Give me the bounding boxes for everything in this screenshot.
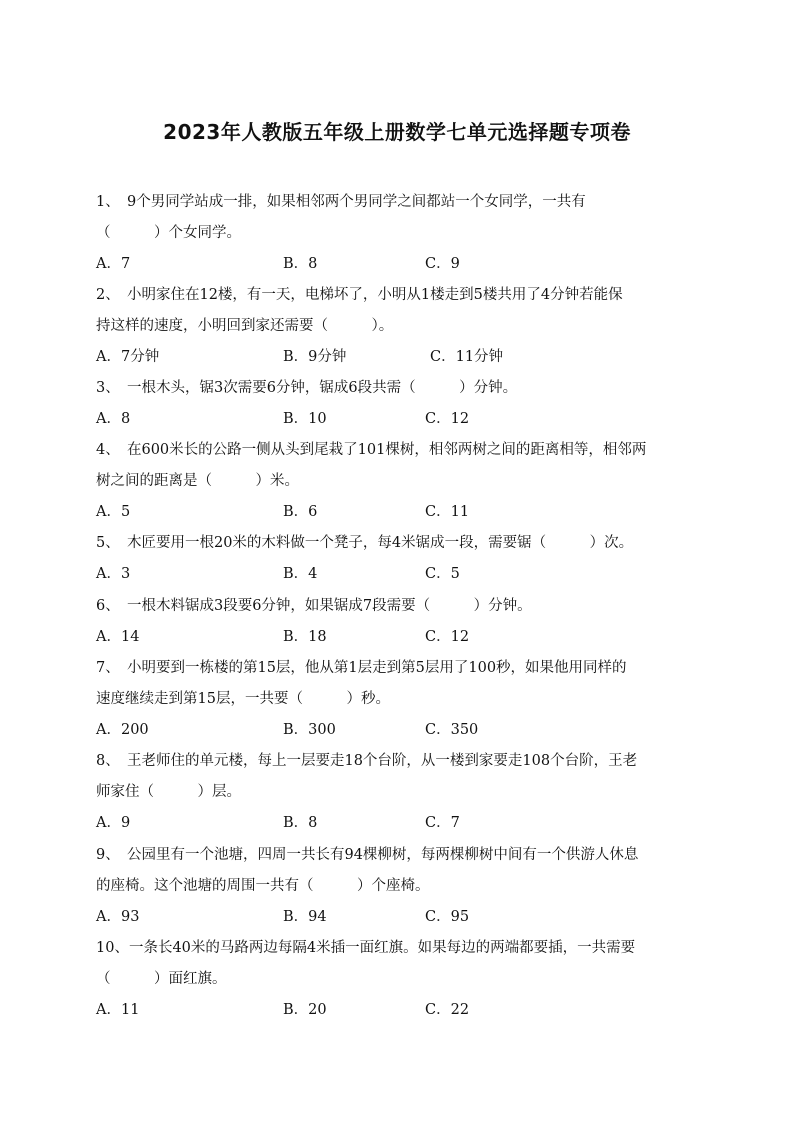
question-10-option-b: B．20 [283,1002,327,1018]
question-5-option-c: C．5 [425,566,460,582]
question-4-options [96,502,706,522]
question-9-option-b: B．94 [283,909,327,925]
question-9-line-2: 的座椅。这个池塘的周围一共有（ ）个座椅。 [96,878,430,894]
question-8-option-b: B．8 [283,815,318,831]
question-6-line-1: 6、 一根木料锯成3段要6分钟，如果锯成7段需要（ ）分钟。 [96,598,532,614]
question-9-option-c: C．95 [425,909,470,925]
question-2-option-b: B．9分钟 [283,349,347,365]
document-title: 2023年人教版五年级上册数学七单元选择题专项卷 [163,120,631,144]
question-7-option-b: B．300 [283,722,336,738]
question-3-line-1: 3、 一根木头，锯3次需要6分钟，锯成6段共需（ ）分钟。 [96,380,518,396]
question-4-option-c: C．11 [425,504,470,520]
question-7-option-a: A．200 [96,722,149,738]
question-1-option-a: A．7 [96,256,131,272]
question-10-line-2: （ ）面红旗。 [96,971,227,987]
question-6-options [96,627,706,647]
question-3-options [96,409,706,429]
question-8-option-a: A．9 [96,815,131,831]
question-6-option-a: A．14 [96,629,140,645]
question-4-option-a: A．5 [96,504,131,520]
question-10-option-c: C．22 [425,1002,470,1018]
question-5-line-1: 5、 木匠要用一根20米的木料做一个凳子，每4米锯成一段，需要锯（ ）次。 [96,535,634,551]
question-7-line-2: 速度继续走到第15层，一共要（ ）秒。 [96,691,390,707]
question-3-option-c: C．12 [425,411,470,427]
question-2-option-c: C．11分钟 [430,349,504,365]
question-6-option-c: C．12 [425,629,470,645]
question-2-option-a: A．7分钟 [96,349,160,365]
question-3-option-a: A．8 [96,411,131,427]
question-7-option-c: C．350 [425,722,479,738]
question-5-option-a: A．3 [96,566,131,582]
question-8-line-2: 师家住（ ）层。 [96,784,241,800]
question-2-line-2: 持这样的速度，小明回到家还需要（ ）。 [96,318,394,334]
question-1-line-1: 1、 9个男同学站成一排，如果相邻两个男同学之间都站一个女同学，一共有 [96,194,586,210]
question-8-line-1: 8、 王老师住的单元楼，每上一层要走18个台阶，从一楼到家要走108个台阶，王老 [96,753,638,769]
question-4-line-2: 树之间的距离是（ ）米。 [96,473,299,489]
question-2-line-1: 2、 小明家住在12楼，有一天，电梯坏了，小明从1楼走到5楼共用了4分钟若能保 [96,287,623,303]
question-7-options [96,720,706,740]
question-10-option-a: A．11 [96,1002,140,1018]
question-1-option-c: C．9 [425,256,460,272]
question-3-option-b: B．10 [283,411,327,427]
question-9-option-a: A．93 [96,909,140,925]
question-8-option-c: C．7 [425,815,460,831]
question-10-options [96,1000,706,1020]
question-2-options [96,347,706,367]
question-1-options [96,254,706,274]
question-4-line-1: 4、 在600米长的公路一侧从头到尾栽了101棵树，相邻两树之间的距离相等，相邻两 [96,442,647,458]
question-5-option-b: B．4 [283,566,318,582]
question-10-line-1: 10、一条长40米的马路两边每隔4米插一面红旗。如果每边的两端都要插，一共需要 [96,940,636,956]
question-7-line-1: 7、 小明要到一栋楼的第15层，他从第1层走到第5层用了100秒，如果他用同样的 [96,660,627,676]
question-1-option-b: B．8 [283,256,318,272]
question-9-options [96,907,706,927]
question-4-option-b: B．6 [283,504,318,520]
question-5-options [96,564,706,584]
question-9-line-1: 9、 公园里有一个池塘，四周一共长有94棵柳树，每两棵柳树中间有一个供游人休息 [96,847,639,863]
question-1-line-2: （ ）个女同学。 [96,225,241,241]
question-8-options [96,813,706,833]
question-6-option-b: B．18 [283,629,327,645]
